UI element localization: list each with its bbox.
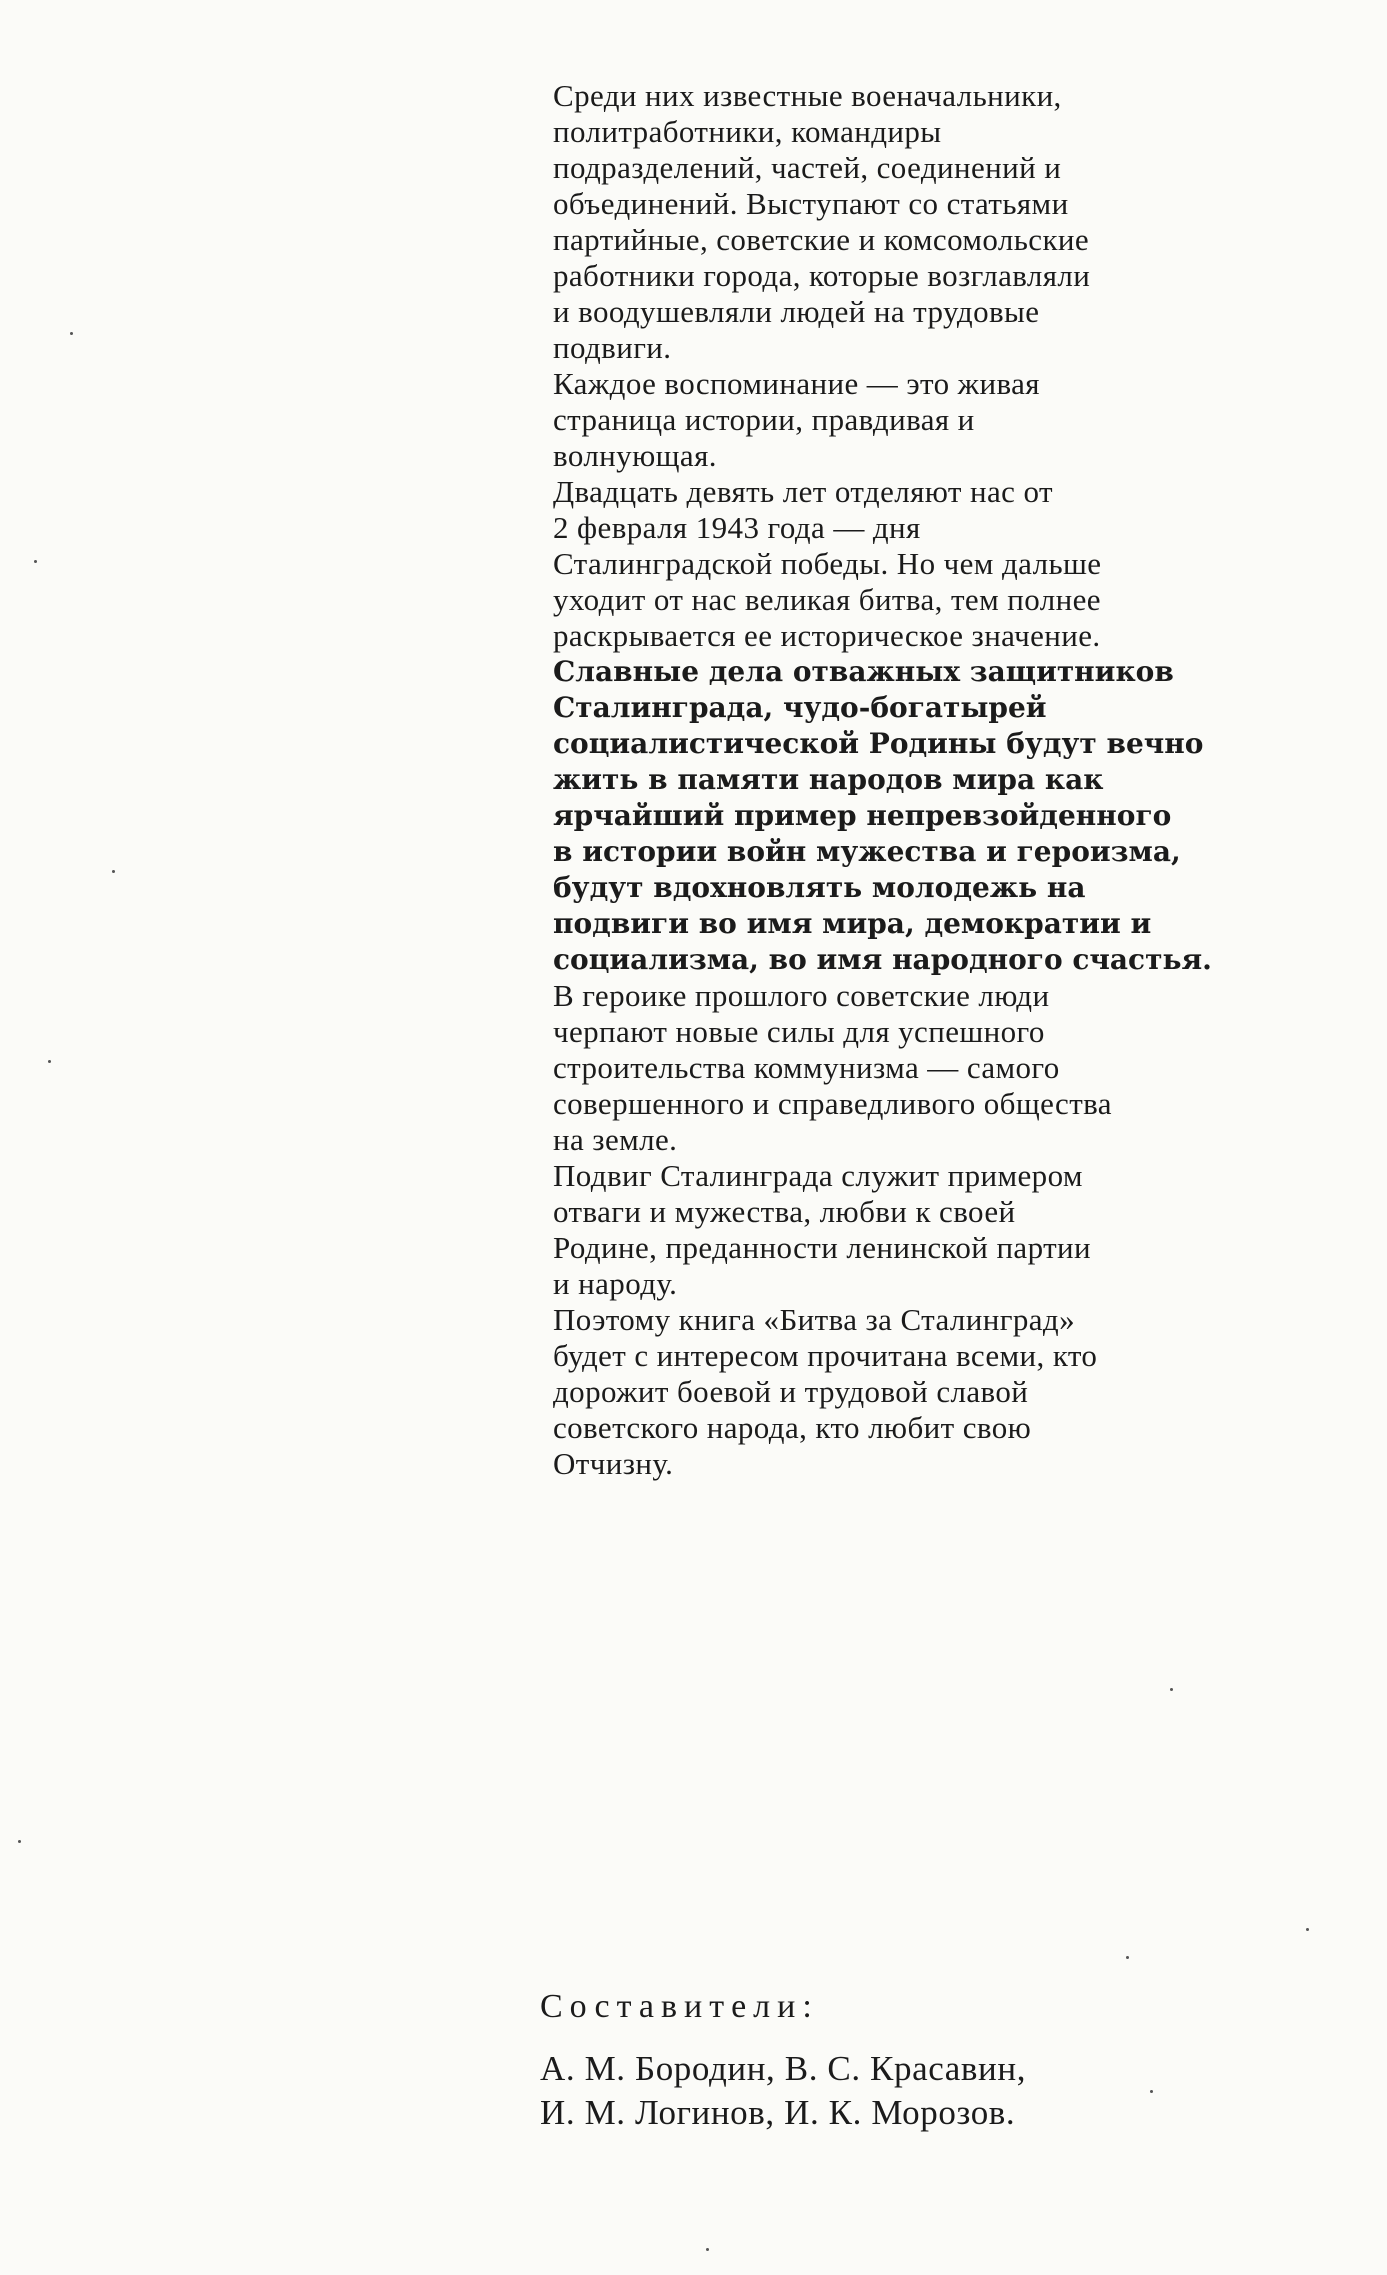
paragraph [553,978,1273,1158]
text-line: будет с интересом прочитана всеми, кто [553,1338,1098,1373]
text-line: строительства коммунизма — самого [553,1050,1060,1085]
paragraph [553,366,1273,474]
paragraph [553,78,1273,366]
text-line: 2 февраля 1943 года — дня [553,510,921,545]
text-line: совершенного и справедливого общества [553,1086,1112,1121]
text-line: Отчизну. [553,1446,674,1481]
compilers-line: А. М. Бородин, В. С. Красавин, [540,2049,1027,2088]
text-line: и воодушевляли людей на трудовые [553,294,1040,329]
scan-speck [48,1060,51,1063]
compilers-block [540,1985,1240,2135]
text-line: будут вдохновлять молодежь на [553,871,1086,904]
text-line: Сталинградской победы. Но чем дальше [553,546,1102,581]
text-line: Поэтому книга «Битва за Сталинград» [553,1302,1076,1337]
text-line: Среди них известные военачальники, [553,78,1062,113]
scan-speck [1150,2090,1153,2093]
text-line: и народу. [553,1266,678,1301]
text-line: В героике прошлого советские люди [553,978,1050,1013]
scan-speck [34,560,37,563]
text-line: раскрывается ее историческое значение. [553,618,1101,653]
text-line: на земле. [553,1122,678,1157]
text-line: подвиги. [553,330,672,365]
scan-speck [1170,1688,1173,1691]
scan-speck [706,2248,709,2251]
paragraph [553,1158,1273,1302]
text-line: социализма, во имя народного счастья. [553,943,1212,976]
text-line: отваги и мужества, любви к своей [553,1194,1016,1229]
text-line: жить в памяти народов мира как [553,763,1104,796]
scan-speck [1306,1928,1309,1931]
scan-speck [18,1840,21,1843]
text-line: социалистической Родины будут вечно [553,727,1204,760]
text-line: партийные, советские и комсомольские [553,222,1090,257]
text-line: работники города, которые возглавляли [553,258,1091,293]
text-line: политработники, командиры [553,114,942,149]
text-line: подразделений, частей, соединений и [553,150,1062,185]
paragraph [553,474,1273,654]
text-line: советского народа, кто любит свою [553,1410,1032,1445]
text-line: дорожит боевой и трудовой славой [553,1374,1029,1409]
text-line: объединений. Выступают со статьями [553,186,1069,221]
bold-paragraph [553,654,1273,978]
paragraph [553,1302,1273,1482]
text-line: страница истории, правдивая и [553,402,975,437]
text-line: Двадцать девять лет отделяют нас от [553,474,1053,509]
text-line: Сталинграда, чудо-богатырей [553,691,1047,724]
scan-speck [112,870,115,873]
text-line: Подвиг Сталинграда служит примером [553,1158,1083,1193]
text-line: Славные дела отважных защитников [553,655,1174,688]
scan-speck [1126,1956,1129,1959]
text-line: уходит от нас великая битва, тем полнее [553,582,1101,617]
text-line: Каждое воспоминание — это живая [553,366,1040,401]
scan-speck [70,332,73,335]
text-column [553,78,1273,1482]
text-line: ярчайший пример непревзойденного [553,799,1172,832]
text-line: Родине, преданности ленинской партии [553,1230,1092,1265]
compilers-title: Составители: [540,1988,819,2025]
text-line: подвиги во имя мира, демократии и [553,907,1152,940]
text-line: черпают новые силы для успешного [553,1014,1045,1049]
compilers-line: И. М. Логинов, И. К. Морозов. [540,2093,1016,2132]
text-line: волнующая. [553,438,717,473]
text-line: в истории войн мужества и героизма, [553,835,1181,868]
